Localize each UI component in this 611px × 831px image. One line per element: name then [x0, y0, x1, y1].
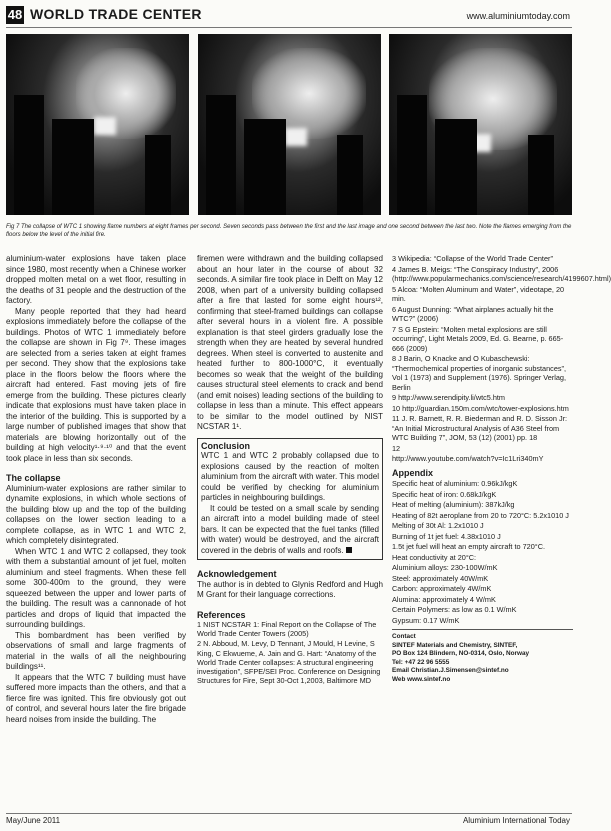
appendix-line: Aluminium alloys: 230-100W/mK [392, 563, 498, 572]
paragraph: Many people reported that they had heard explosions immediately before the collapse of the buildings. Photos of WTC 1 immediately before the collapse are shown in Fig 7⁹. These images are selected from a series taken at eight frames per second. They show that the explosions take place in the floors below the floors where the aircraft had entered. Fast moving jets of fire emerge from the building. These pictures clearly indicate that explosions must have taken place in the interior of the building. This is supported by a large number of published images that show that materials are blowing horizontally out of the building at high velocity¹·⁹·¹⁰ and that the event took place in less than six seconds. [6, 306, 186, 463]
paragraph: Aluminium-water explosions are rather similar to dynamite explosions, in which whole sections of the building blow up and the top of the building collapses on the lower section leading to a complete collapse, as in WTC 1 and WTC 2, which completely disintegrated. [6, 483, 186, 545]
appendix-line: Specific heat of iron: 0.68kJ/kgK [392, 489, 497, 499]
photo-frame-1 [6, 34, 189, 215]
section-title: WORLD TRADE CENTER [30, 6, 202, 22]
reference-item: 3 Wikipedia: “Collapse of the World Trade Center” [392, 254, 553, 263]
appendix-line: Carbon: approximately 4W/mK [392, 584, 492, 593]
conclusion-box [197, 438, 383, 561]
reference-link[interactable]: 10 http://guardian.150m.com/wtc/tower-explosions.htm [392, 403, 569, 413]
paragraph: It could be tested on a small scale by sending an aircraft into a model building made of steel bars. It can be expected that the fuel tanks (filled with water) would be destroyed, and the aircraft covered in the debris of walls and roofs. [201, 503, 379, 555]
paragraph: aluminium-water explosions have taken place since 1980, most recently when a Chinese worker dropped molten metal on a wet floor, resulting in the deaths of 31 people and the destruction of the factory. [6, 254, 186, 305]
contact-block [392, 633, 573, 685]
reference-item: 6 August Dunning: “What airplanes actually hit the WTC?” (2006) [392, 304, 554, 323]
reference-item: 11 J. R. Barnett, R. R. Biederman and R. D. Sisson Jr: “An Initial Microstructural Analysis of A36 Steel from WTC Building 7”, JOM, 53 (12) (2001) pp. 18 [392, 414, 568, 442]
appendix-line: Heat conductivity at 20°C: [392, 552, 477, 562]
appendix-line: Heating of 82t aeroplane from 20 to 720°C: 5.2x1010 J [392, 510, 569, 520]
reference-item: 7 S G Epstein: “Molten metal explosions are still occurring”, Light Metals 2009, Ed. G. Bearne, p. 665-666 (2009) [392, 324, 564, 353]
reference-number: 12 [392, 443, 401, 453]
publication-name: Aluminium International Today [462, 816, 570, 825]
heading-acknowledgement: Acknowledgement [197, 569, 277, 579]
reference-item: 2 N. Abboud, M. Levy, D Tennant, J Mould, H Levine, S King, C Ekwueme, A. Jain and G. Hart: “Anatomy of the World Trade Center collapses: A structural engineering investigation”, SFPE/SEI Proc. Conference on Designing Structures for Fire, Sept 30-Oct 1,2003, Baltimore MD [197, 639, 381, 686]
photo-frame-3 [389, 34, 572, 215]
column-3 [392, 254, 611, 685]
reference-item: 8 J Barin, O Knacke and O Kubaschewski: “Thermochemical properties of inorganic substances”, Vol 1 (1973) and Supplement (1976). Springer Verlag, Berlin [392, 354, 567, 392]
appendix-line: Burning of 1t jet fuel: 4.38x1010 J [392, 531, 501, 541]
photo-frame-2 [198, 34, 381, 215]
page-header [6, 5, 572, 28]
reference-link[interactable]: 9 http://www.serendipity.li/wtc5.htm [392, 393, 506, 402]
contact-line: PO Box 124 Blindern, NO-0314, Oslo, Norway [392, 650, 530, 658]
appendix-line: Steel: approximately 40W/mK [392, 573, 489, 583]
appendix-line: Specific heat of aluminium: 0.96kJ/kgK [392, 479, 518, 488]
heading-references: References [197, 609, 246, 620]
column-2 [197, 254, 383, 686]
figure-caption: Fig 7 The collapse of WTC 1 showing flame numbers at eight frames per second. Seven seconds pass between the first and the last image and one second between the last two. Note the flames emerging from the floors below the level of the initial fire. [6, 224, 572, 238]
end-mark [346, 547, 352, 553]
paragraph: This bombardment has been verified by observations of small and large fragments of material in the walls of all the neighbouring buildings¹¹. [6, 630, 186, 671]
contact-line: Tel: +47 22 96 5555 [392, 658, 450, 666]
paragraph: WTC 1 and WTC 2 probably collapsed due to explosions caused by the reaction of molten aluminium from the aircraft with water. This model could be verified by checking for aluminium particles in neighbouring buildings. [201, 451, 379, 502]
paragraph: firemen were withdrawn and the building collapsed about an hour later in the course of about 32 seconds. A similar fire took place in Delft on May 12 2008, when part of a university building collapsed after a fire that lasted for some eight hours¹², confirming that steel-framed buildings can collapse after several hours in a violent fire. A possible explanation is that steel girders gradually lose the strength when they are heated by several hundred degrees. When steel is converted to austenite and heated further to 800-1000°C, it eventually becomes so weak that the weight of the building causes structural steel elements to crack and bend (and emit noises) leading sections of the building to collapse in less than a minute. This effect appears to be similar to the model outlined by NIST NCSTAR 1¹. [197, 254, 383, 431]
page-footer [6, 813, 572, 828]
appendix-line: Heat of melting (aluminium): 387kJ/kg [392, 500, 515, 509]
appendix-line: Alumina: approximately 4 W/mK [392, 594, 496, 604]
contact-web[interactable]: Web www.sintef.no [392, 675, 451, 683]
reference-link[interactable]: http://www.youtube.com/watch?v=Ic1Lri340mY [392, 454, 544, 463]
paragraph: When WTC 1 and WTC 2 collapsed, they took with them a substantial amount of jet fuel, molten aluminium and steel fragments. When these fell some 300-400m to the ground, they were squeezed between the upper and lower parts of the building. The result was a cannonade of hot particles and drops of liquid that impacted the surrounding buildings. [6, 546, 186, 629]
divider [392, 629, 573, 630]
reference-item: 5 Alcoa: “Molten Aluminum and Water”, videotape, 20 min. [392, 284, 565, 303]
heading-conclusion: Conclusion [201, 440, 250, 451]
contact-label: Contact [392, 633, 416, 640]
issue-date: May/June 2011 [6, 816, 61, 825]
heading-the-collapse: The collapse [6, 473, 61, 483]
appendix-line: Gypsum: 0.17 W/mK [392, 615, 460, 625]
page-number: 48 [7, 7, 23, 22]
column-1 [6, 254, 186, 725]
reference-item: 1 NIST NCSTAR 1: Final Report on the Collapse of The World Trade Center Towers (2005) [197, 620, 377, 639]
appendix-line: Melting of 30t Al: 1.2x1010 J [392, 521, 484, 530]
contact-line: SINTEF Materials and Chemistry, SINTEF, [392, 641, 518, 649]
paragraph: It appears that the WTC 7 building must have suffered more impacts than the others, and that a fierce fire was ignited. This fire obviously got out of control, and several hours later the fire brigade heard noises from inside the building. The [6, 672, 186, 724]
contact-email[interactable]: Email Christian.J.Simensen@sintef.no [392, 667, 509, 675]
heading-appendix: Appendix [392, 467, 434, 478]
website-link[interactable]: www.aluminiumtoday.com [466, 11, 570, 21]
appendix-line: 1.5t jet fuel will heat an empty aircraft to 720°C. [392, 542, 545, 551]
figure-photos [6, 34, 572, 215]
paragraph: The author is in debted to Glynis Redford and Hugh M Grant for their language corrections. [197, 579, 383, 599]
reference-item: 4 James B. Meigs: “The Conspiracy Industry”, 2006 (http://www.popularmechanics.com/science/research/4199607.html) [392, 264, 611, 283]
appendix-line: Certain Polymers: as low as 0.1 W/mK [392, 605, 517, 614]
